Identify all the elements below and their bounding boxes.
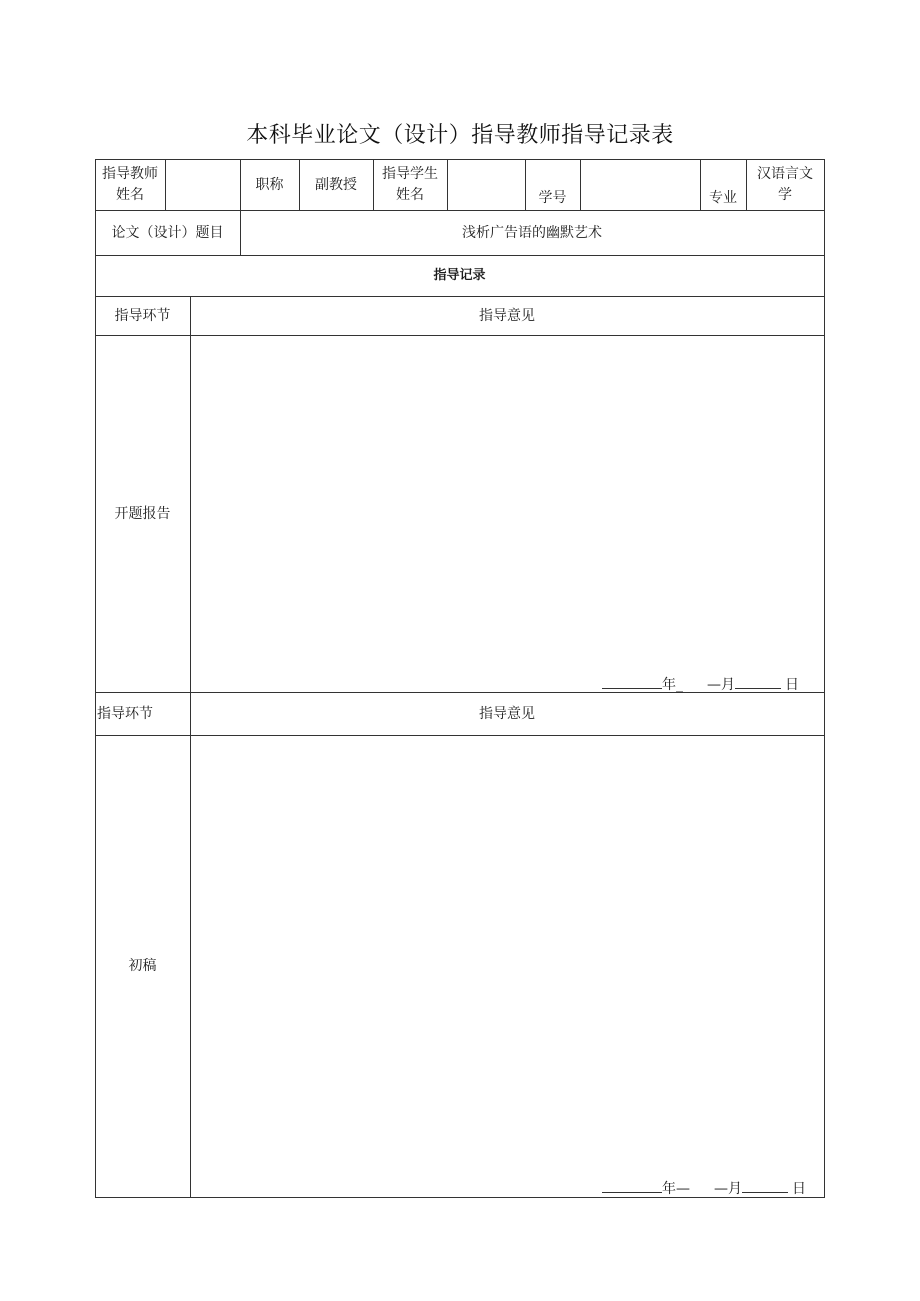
date-month: —月 <box>707 677 735 693</box>
teacher-name-label <box>95 159 165 211</box>
date-year: 年_ <box>662 677 683 693</box>
date-year: 年— <box>662 1181 690 1197</box>
major-value-line-2: 学 <box>778 187 792 203</box>
date-month: —月 <box>714 1181 742 1197</box>
student-name-label-line-1: 指导学生 <box>382 166 438 182</box>
rank-label: 职称 <box>255 177 284 193</box>
student-name-label-line-2: 姓名 <box>396 187 424 203</box>
teacher-name-value[interactable] <box>165 159 240 211</box>
rank-value[interactable]: 副教授 <box>315 177 357 193</box>
student-name-value[interactable] <box>447 159 525 211</box>
major-value-line-1: 汉语言文 <box>757 166 813 182</box>
opinion-header: 指导意见 <box>479 307 535 324</box>
topic-label: 论文（设计）题目 <box>111 224 224 241</box>
opinion-header: 指导意见 <box>479 705 535 722</box>
record-header: 指导记录 <box>433 267 486 283</box>
opinion-area-proposal[interactable] <box>190 335 824 665</box>
student-id-value[interactable] <box>580 159 700 211</box>
date-line <box>602 674 799 694</box>
teacher-name-label-line-1: 指导教师 <box>102 166 158 182</box>
stage-proposal-report: 开题报告 <box>114 505 171 522</box>
stage-header: 指导环节 <box>114 307 171 324</box>
date-day: 日 <box>785 677 799 693</box>
major-label: 专业 <box>709 190 737 206</box>
teacher-name-label-line-2: 姓名 <box>116 187 144 203</box>
page-title: 本科毕业论文（设计）指导教师指导记录表 <box>246 123 674 148</box>
major-value[interactable] <box>746 159 824 211</box>
stage-header: 指导环节 <box>97 705 153 722</box>
stage-first-draft: 初稿 <box>128 958 157 974</box>
date-day: 日 <box>792 1181 806 1197</box>
topic-value[interactable]: 浅析广告语的幽默艺术 <box>462 224 602 241</box>
student-id-label: 学号 <box>538 190 567 206</box>
student-name-label <box>373 159 447 211</box>
date-line <box>602 1178 806 1198</box>
opinion-area-first-draft[interactable] <box>190 735 824 1170</box>
